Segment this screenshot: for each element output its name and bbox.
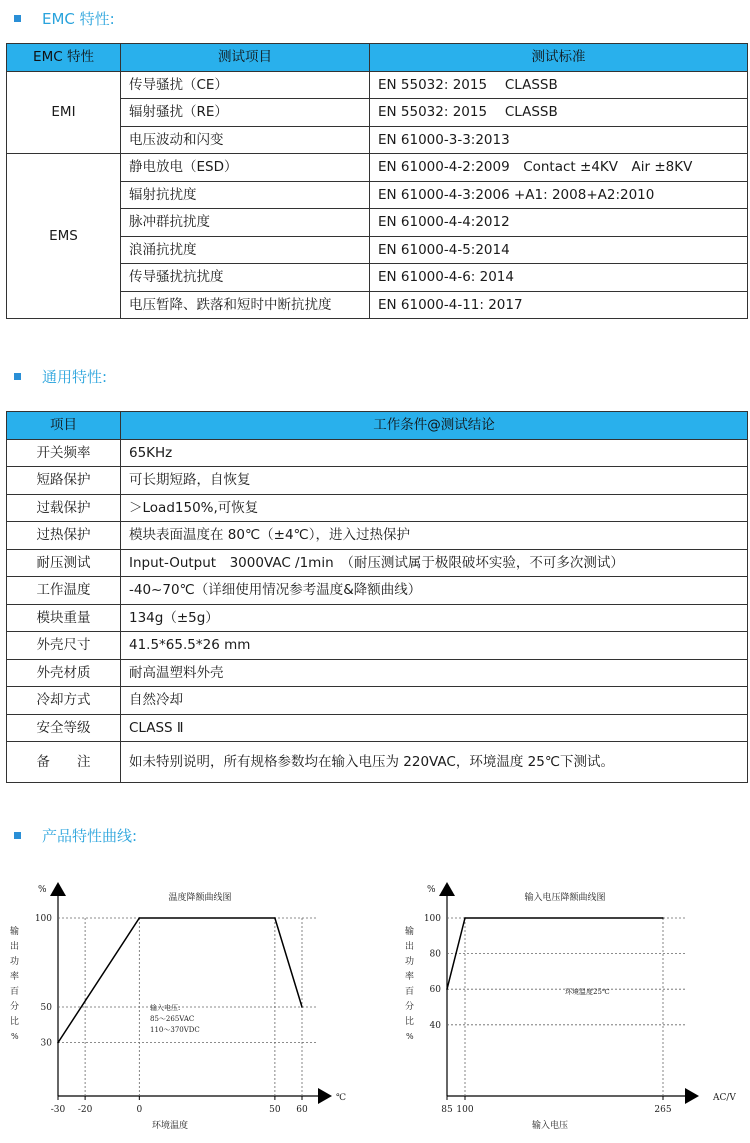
emc-header-cell: EMC 特性 <box>7 44 121 72</box>
y-axis-label-char: 比 <box>405 1017 415 1027</box>
general-row <box>7 494 748 522</box>
x-axis-label: 环境温度 <box>151 1121 189 1131</box>
general-row <box>7 577 748 605</box>
emc-header-cell: 测试标准 <box>370 44 748 72</box>
general-row <box>7 467 748 495</box>
general-value: Input-Output 3000VAC /1min （耐压测试属于极限破坏实验，不可多次测试） <box>121 549 748 577</box>
emc-item: 浪涌抗扰度 <box>121 236 370 264</box>
emc-standard: EN 61000-3-3:2013 <box>370 126 748 154</box>
y-axis-label-char: 分 <box>405 1002 415 1012</box>
emc-item: 传导骚扰抗扰度 <box>121 264 370 292</box>
emc-title-text: EMC 特性: <box>42 10 115 28</box>
general-item: 安全等级 <box>7 714 121 742</box>
general-row <box>7 439 748 467</box>
x-tick-label: 100 <box>456 1105 474 1115</box>
x-axis-arrow-icon <box>318 1088 332 1104</box>
general-section-title <box>14 366 107 387</box>
emc-table <box>6 43 748 319</box>
y-tick-label: 50 <box>40 1003 52 1013</box>
y-axis-label-char: 出 <box>10 942 20 952</box>
general-item: 过热保护 <box>7 522 121 550</box>
y-axis-arrow-icon <box>50 882 66 896</box>
general-header-cell: 项目 <box>7 412 121 440</box>
data-point <box>139 917 141 919</box>
y-axis-label-char: 率 <box>405 972 415 982</box>
emc-standard: EN 61000-4-6: 2014 <box>370 264 748 292</box>
emc-standard: EN 61000-4-4:2012 <box>370 209 748 237</box>
x-unit-label: ℃ <box>336 1093 347 1103</box>
x-tick-label: 50 <box>269 1105 281 1115</box>
general-item: 工作温度 <box>7 577 121 605</box>
general-item: 模块重量 <box>7 604 121 632</box>
emc-item: 电压暂降、跌落和短时中断抗扰度 <box>121 291 370 319</box>
y-axis-label-unit: % <box>406 1032 414 1041</box>
data-point <box>57 1042 59 1044</box>
emc-group-ems: EMS <box>7 154 121 319</box>
y-unit-label: % <box>427 885 436 895</box>
bullet-square-icon <box>14 373 21 380</box>
general-row <box>7 687 748 715</box>
general-header-row <box>7 412 748 440</box>
general-value: 耐高温塑料外壳 <box>121 659 748 687</box>
emc-standard: EN 61000-4-11: 2017 <box>370 291 748 319</box>
general-row <box>7 714 748 742</box>
y-axis-label-char: 输 <box>405 927 415 937</box>
data-point <box>274 917 276 919</box>
y-tick-label: 80 <box>429 949 441 960</box>
data-point <box>301 1006 303 1008</box>
general-table <box>6 411 748 783</box>
emc-standard: EN 61000-4-3:2006 +A1: 2008+A2:2010 <box>370 181 748 209</box>
emc-item: 传导骚扰（CE） <box>121 71 370 99</box>
y-axis-label-char: 功 <box>405 957 415 967</box>
emc-standard: EN 55032: 2015 CLASSB <box>370 71 748 99</box>
general-row <box>7 522 748 550</box>
general-row <box>7 632 748 660</box>
x-unit-label: AC/V <box>713 1093 736 1103</box>
general-value: 如未特别说明，所有规格参数均在输入电压为 220VAC，环境温度 25℃下测试。 <box>121 742 748 783</box>
x-tick-label: 85 <box>441 1105 453 1115</box>
general-value: 可长期短路，自恢复 <box>121 467 748 495</box>
bullet-square-icon <box>14 832 21 839</box>
emc-row <box>7 154 748 182</box>
x-tick-label: 60 <box>296 1105 308 1115</box>
y-tick-label: 100 <box>423 914 441 924</box>
y-unit-label: % <box>38 885 47 895</box>
emc-standard: EN 61000-4-2:2009 Contact ±4KV Air ±8KV <box>370 154 748 182</box>
data-point <box>464 917 466 919</box>
emc-standard: EN 55032: 2015 CLASSB <box>370 99 748 127</box>
curves-title-text: 产品特性曲线: <box>42 827 138 845</box>
general-value: ＞Load150%,可恢复 <box>121 494 748 522</box>
y-tick-label: 100 <box>34 914 52 924</box>
y-axis-label-char: 功 <box>10 957 20 967</box>
voltage-derating-chart <box>395 870 750 1135</box>
chart-annotation: 环境温度25℃ <box>565 988 610 996</box>
y-tick-label: 40 <box>429 1020 441 1031</box>
general-row <box>7 549 748 577</box>
bullet-square-icon <box>14 15 21 22</box>
y-axis-label-char: 出 <box>405 942 415 952</box>
general-value: CLASS Ⅱ <box>121 714 748 742</box>
general-value: 65KHz <box>121 439 748 467</box>
chart-title: 输入电压降额曲线图 <box>524 893 606 903</box>
general-item: 外壳尺寸 <box>7 632 121 660</box>
emc-header-row <box>7 44 748 72</box>
x-tick-label: 265 <box>654 1105 672 1115</box>
general-item: 过载保护 <box>7 494 121 522</box>
emc-item: 静电放电（ESD） <box>121 154 370 182</box>
general-value: 134g（±5g） <box>121 604 748 632</box>
y-axis-arrow-icon <box>439 882 455 896</box>
general-item: 耐压测试 <box>7 549 121 577</box>
general-item: 备 注 <box>7 742 121 783</box>
data-point <box>446 988 448 990</box>
emc-section-title <box>14 8 115 29</box>
general-header-cell: 工作条件@测试结论 <box>121 412 748 440</box>
emc-item: 辐射骚扰（RE） <box>121 99 370 127</box>
x-tick-label: -30 <box>50 1105 66 1115</box>
general-value: -40~70℃（详细使用情况参考温度&降额曲线） <box>121 577 748 605</box>
y-axis-label-char: 输 <box>10 927 20 937</box>
x-axis-arrow-icon <box>685 1088 699 1104</box>
x-axis-label: 输入电压 <box>531 1121 569 1131</box>
curves-section-title <box>14 825 137 846</box>
emc-standard: EN 61000-4-5:2014 <box>370 236 748 264</box>
y-axis-label-char: 百 <box>10 987 20 997</box>
y-tick-label: 60 <box>429 985 441 996</box>
emc-item: 电压波动和闪变 <box>121 126 370 154</box>
emc-header-cell: 测试项目 <box>121 44 370 72</box>
general-item: 冷却方式 <box>7 687 121 715</box>
emc-row <box>7 71 748 99</box>
y-axis-label-char: 率 <box>10 972 20 982</box>
x-tick-label: -20 <box>77 1105 93 1115</box>
emc-item: 脉冲群抗扰度 <box>121 209 370 237</box>
emc-item: 辐射抗扰度 <box>121 181 370 209</box>
temperature-derating-chart <box>0 870 370 1135</box>
chart-annotation: 输入电压: <box>150 1004 181 1012</box>
y-axis-label-char: 分 <box>10 1002 20 1012</box>
general-item: 短路保护 <box>7 467 121 495</box>
y-axis-label-char: 百 <box>405 987 415 997</box>
y-axis-label-char: 比 <box>10 1017 20 1027</box>
data-point <box>662 917 664 919</box>
general-value: 自然冷却 <box>121 687 748 715</box>
chart-title: 温度降额曲线图 <box>168 893 232 903</box>
series-line <box>58 918 302 1043</box>
general-row <box>7 659 748 687</box>
chart-annotation: 110～370VDC <box>150 1026 200 1034</box>
x-tick-label: 0 <box>136 1105 143 1115</box>
y-tick-label: 30 <box>40 1038 52 1049</box>
general-value: 模块表面温度在 80℃（±4℃），进入过热保护 <box>121 522 748 550</box>
emc-group-emi: EMI <box>7 71 121 154</box>
general-item: 外壳材质 <box>7 659 121 687</box>
general-row <box>7 604 748 632</box>
general-item: 开关频率 <box>7 439 121 467</box>
y-axis-label-unit: % <box>11 1032 19 1041</box>
general-row <box>7 742 748 783</box>
general-value: 41.5*65.5*26 mm <box>121 632 748 660</box>
general-title-text: 通用特性: <box>42 368 108 386</box>
chart-annotation: 85～265VAC <box>150 1015 195 1023</box>
